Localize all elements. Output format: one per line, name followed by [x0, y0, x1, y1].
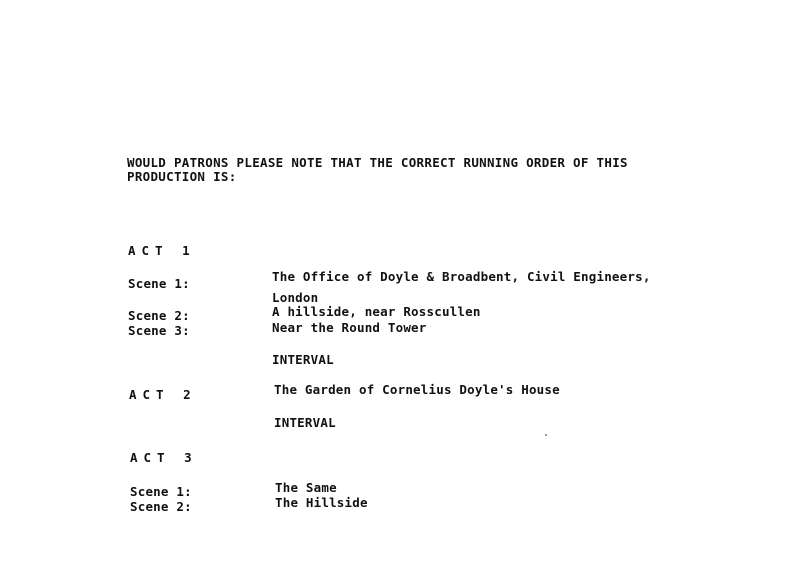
act-3-scene-2-label: Scene 2: — [130, 499, 192, 514]
act-2-setting: The Garden of Cornelius Doyle's House — [274, 382, 560, 397]
act-3-scene-1-label: Scene 1: — [130, 484, 192, 499]
act-2-heading: ACT 2 — [129, 387, 197, 402]
act-3-scene-1-setting: The Same — [275, 480, 337, 495]
act-1-heading: ACT 1 — [128, 243, 196, 258]
interval-1: INTERVAL — [272, 352, 334, 367]
act-1-scene-1-label: Scene 1: — [128, 276, 190, 291]
act-1-scene-1-setting: The Office of Doyle & Broadbent, Civil Engineers, — [272, 269, 651, 284]
notice-text — [127, 156, 667, 184]
scan-speck — [545, 434, 547, 436]
act-3-scene-2-setting: The Hillside — [275, 495, 368, 510]
act-1-scene-1-setting-continued: London — [272, 290, 319, 305]
act-3-heading: ACT 3 — [130, 450, 198, 465]
act-1-scene-2-label: Scene 2: — [128, 308, 190, 323]
interval-2: INTERVAL — [274, 415, 336, 430]
act-1-scene-2-setting: A hillside, near Rosscullen — [272, 304, 481, 319]
notice-line-1: WOULD PATRONS PLEASE NOTE THAT THE CORRECT RUNNING ORDER OF THIS — [127, 155, 628, 170]
notice-line-2: PRODUCTION IS: — [127, 169, 237, 184]
act-1-scene-3-setting: Near the Round Tower — [272, 320, 427, 335]
act-1-scene-3-label: Scene 3: — [128, 323, 190, 338]
